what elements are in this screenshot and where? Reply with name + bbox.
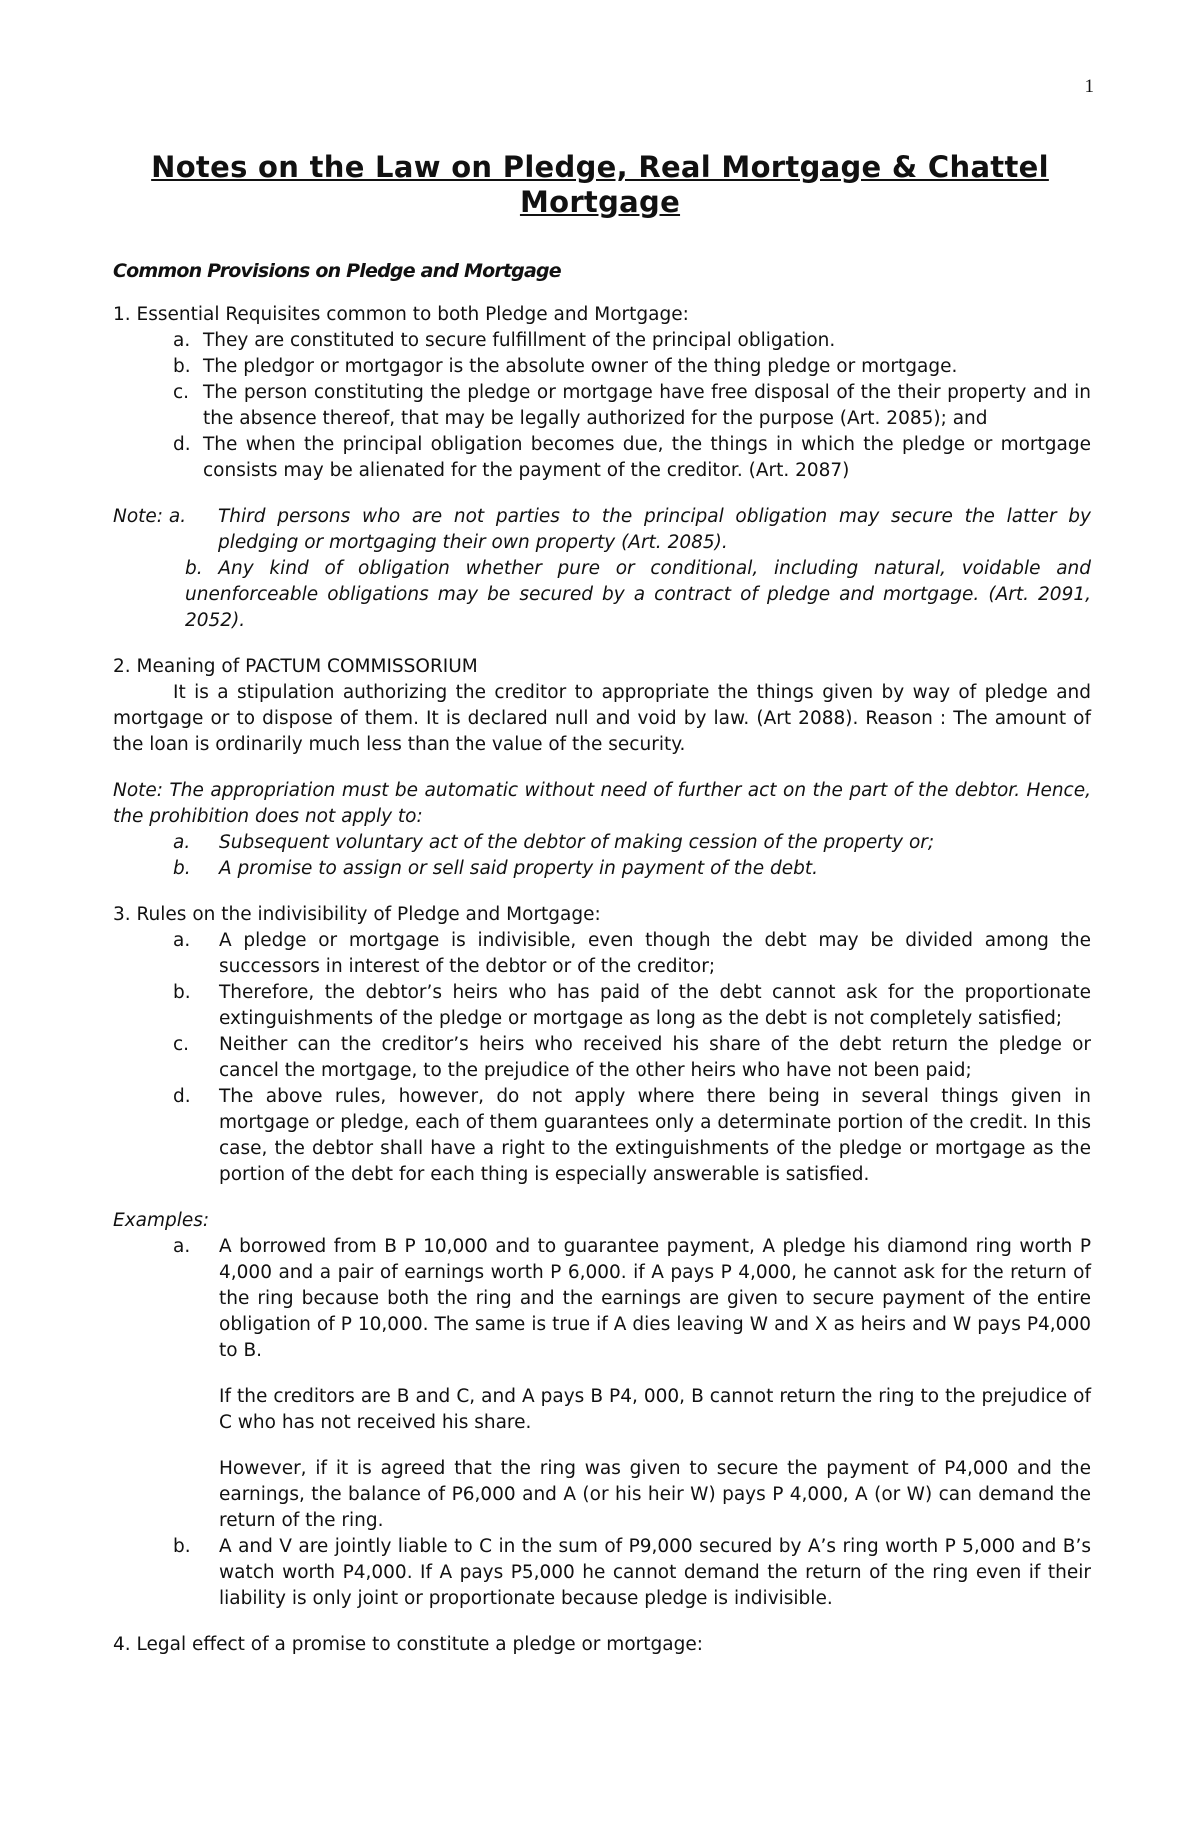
list-item xyxy=(113,1032,1091,1084)
list-text: A pledge or mortgage is indivisible, even though the debt may be divided among the successors in interest of the debtor or of the creditor; xyxy=(219,930,1091,977)
list-text: Subsequent voluntary act of the debtor of making cession of the property or; xyxy=(219,832,935,853)
list-item xyxy=(113,980,1091,1032)
note-b: b. Any kind of obligation whether pure or conditional, including natural, voidable and unenforceable obligations may be secured by a contract of pledge and mortgage. (Art. 2091, 2052). xyxy=(185,558,1091,631)
note-a-text: Third persons who are not parties to the principal obligation may secure the latter by pledging or mortgaging their own property (Art. 2085). xyxy=(218,506,1091,553)
section-1-heading: 1. Essential Requisites common to both Pledge and Mortgage: xyxy=(113,304,689,325)
list-label: a. xyxy=(173,832,191,853)
section-subheading: Common Provisions on Pledge and Mortgage xyxy=(113,260,561,282)
note-a xyxy=(113,504,1091,556)
example-a-p3: However, if it is agreed that the ring was given to secure the payment of P4,000 and the earnings, the balance of P6,000 and A (or his heir W) pays P 4,000, A (or W) can demand the return of the ring. xyxy=(219,1458,1091,1531)
example-a-p2: If the creditors are B and C, and A pays B P4, 000, B cannot return the ring to the prejudice of C who has not received his share. xyxy=(219,1386,1091,1433)
list-text: Neither can the creditor’s heirs who received his share of the debt return the pledge or cancel the mortgage, to the prejudice of the other heirs who have not been paid; xyxy=(219,1034,1091,1081)
page-number: 1 xyxy=(1084,76,1094,97)
list-text: The pledgor or mortgagor is the absolute owner of the thing pledge or mortgage. xyxy=(203,356,958,377)
document-title: Notes on the Law on Pledge, Real Mortgage & Chattel Mortgage xyxy=(151,150,1049,219)
document-body xyxy=(113,258,1091,1658)
list-label: a. xyxy=(173,930,191,951)
list-item xyxy=(113,354,1091,380)
list-label: a. xyxy=(173,1236,191,1257)
list-label: b. xyxy=(173,1536,191,1557)
list-label: b. xyxy=(173,858,191,879)
list-item xyxy=(113,432,1091,484)
list-text: They are constituted to secure fulfillment of the principal obligation. xyxy=(203,330,836,351)
section-3 xyxy=(113,902,1091,1612)
list-label: b. xyxy=(173,356,191,377)
section-1 xyxy=(113,302,1091,634)
list-label: a. xyxy=(173,330,191,351)
list-item xyxy=(113,1084,1091,1188)
list-text: The when the principal obligation becomes due, the things in which the pledge or mortgage consists may be alienated for the payment of the creditor. (Art. 2087) xyxy=(203,434,1091,481)
list-item xyxy=(113,328,1091,354)
note-prefix: Note: a. xyxy=(113,506,187,527)
list-text: A and V are jointly liable to C in the sum of P9,000 secured by A’s ring worth P 5,000 and B’s watch worth P4,000. If A pays P5,000 he cannot demand the return of the ring even if their liability is only joint or proportionate because pledge is indivisible. xyxy=(219,1536,1091,1609)
example-b xyxy=(113,1534,1091,1612)
note-block xyxy=(113,504,1091,634)
list-label: d. xyxy=(173,434,191,455)
list-text: The person constituting the pledge or mortgage have free disposal of the their property and in the absence thereof, that may be legally authorized for the purpose (Art. 2085); and xyxy=(203,382,1091,429)
section-3-heading: 3. Rules on the indivisibility of Pledge and Mortgage: xyxy=(113,904,601,925)
example-a xyxy=(113,1234,1091,1534)
list-item xyxy=(113,380,1091,432)
list-item xyxy=(113,856,1091,882)
list-label: c. xyxy=(173,382,190,403)
list-text: A promise to assign or sell said property in payment of the debt. xyxy=(219,858,819,879)
list-item xyxy=(113,830,1091,856)
section-2-note: Note: The appropriation must be automatic without need of further act on the part of the debtor. Hence, the prohibition does not apply to: xyxy=(113,780,1091,827)
list-text: Therefore, the debtor’s heirs who has paid of the debt cannot ask for the proportionate extinguishments of the pledge or mortgage as long as the debt is not completely satisfied; xyxy=(219,982,1091,1029)
section-2-body: It is a stipulation authorizing the creditor to appropriate the things given by way of pledge and mortgage or to dispose of them. It is declared null and void by law. (Art 2088). Reason : The amount of the loan is ordinarily much less than the value of the security. xyxy=(113,682,1091,755)
section-2-heading: 2. Meaning of PACTUM COMMISSORIUM xyxy=(113,656,478,677)
list-item xyxy=(113,928,1091,980)
example-a-p1: A borrowed from B P 10,000 and to guarantee payment, A pledge his diamond ring worth P 4,000 and a pair of earnings worth P 6,000. if A pays P 4,000, he cannot ask for the return of the ring because both the ring and the earnings are given to secure payment of the entire obligation of P 10,000. The same is true if A dies leaving W and X as heirs and W pays P4,000 to B. xyxy=(219,1236,1091,1361)
examples-label: Examples: xyxy=(113,1210,210,1231)
list-label: d. xyxy=(173,1086,191,1107)
list-label: b. xyxy=(173,982,191,1003)
section-2 xyxy=(113,654,1091,882)
list-label: c. xyxy=(173,1034,190,1055)
list-text: The above rules, however, do not apply where there being in several things given in mortgage or pledge, each of them guarantees only a determinate portion of the credit. In this case, the debtor shall have a right to the extinguishments of the pledge or mortgage as the portion of the debt for each thing is especially answerable is satisfied. xyxy=(219,1086,1091,1185)
section-4-heading: 4. Legal effect of a promise to constitute a pledge or mortgage: xyxy=(113,1634,703,1655)
